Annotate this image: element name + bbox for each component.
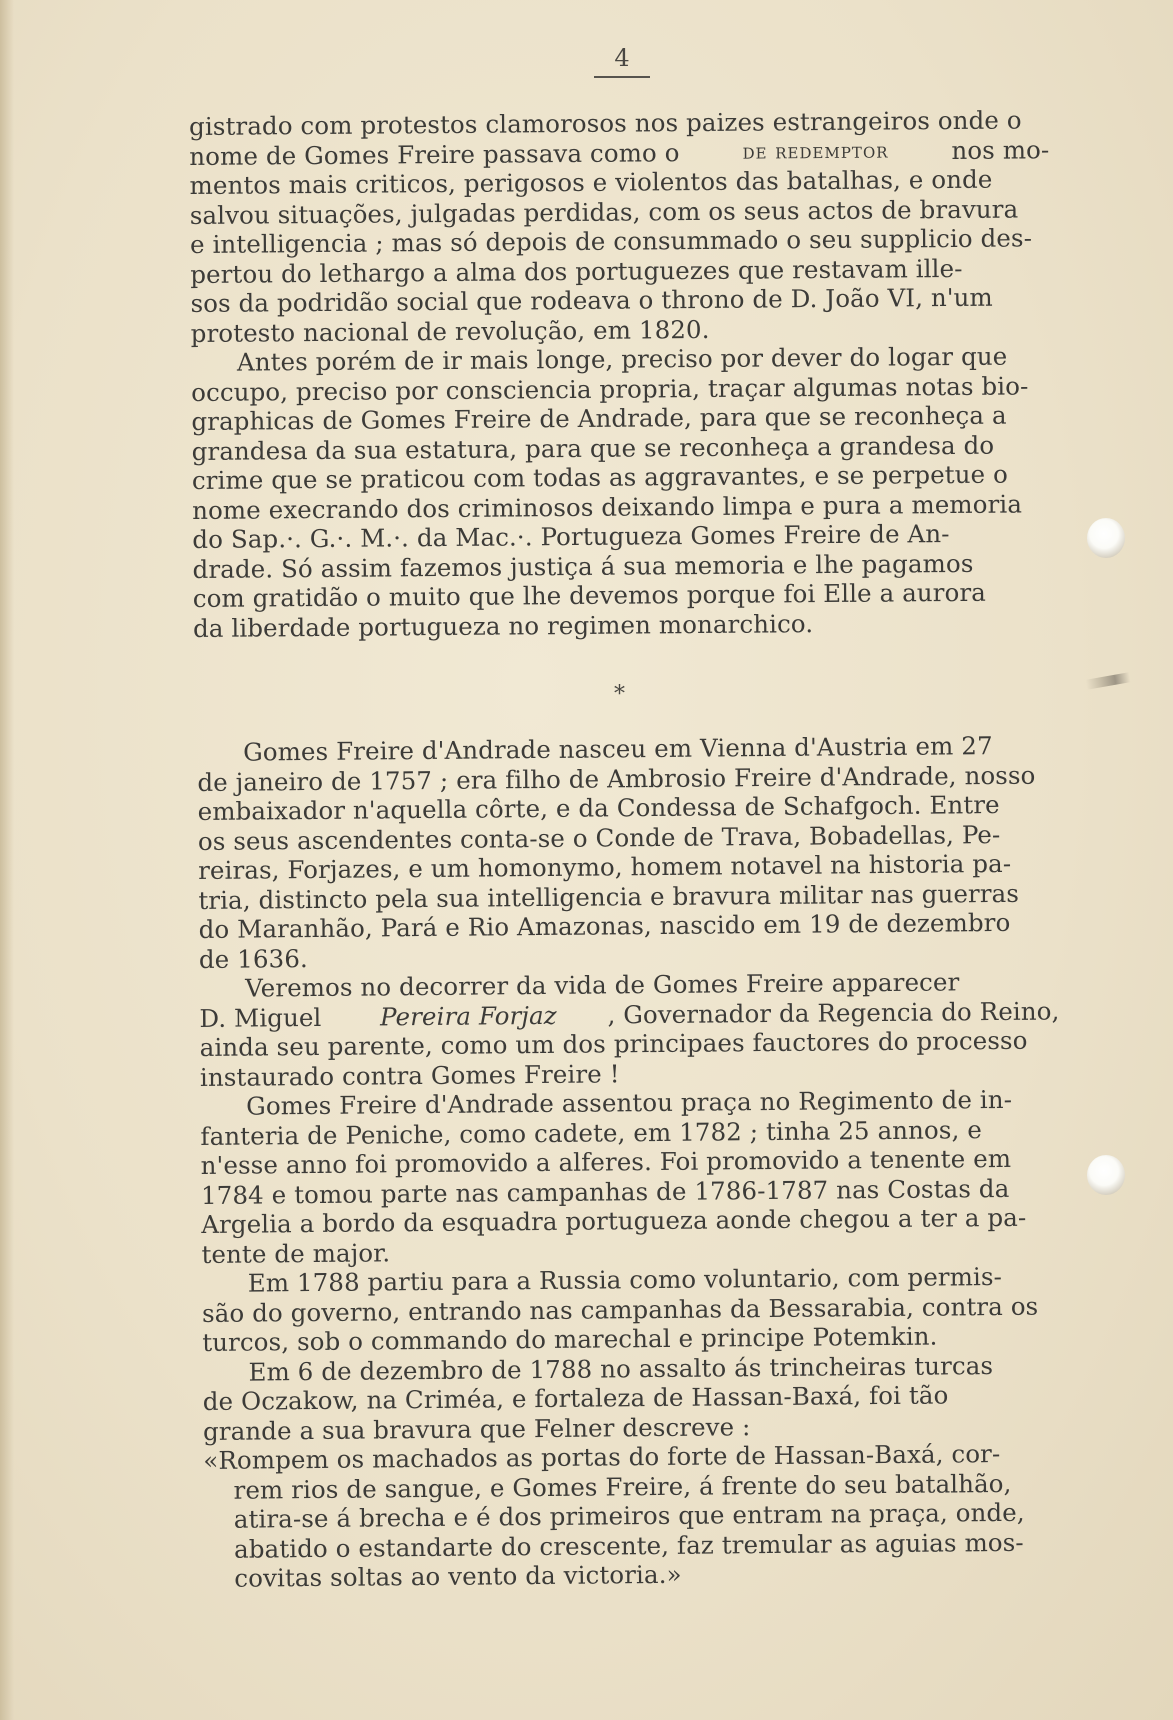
text-line: Antes porém de ir mais longe, preciso por dever do logar que — [236, 341, 1008, 377]
text-section-2 — [197, 730, 1064, 1593]
text-line: com gratidão o muito que lhe devemos porque foi Elle a aurora — [192, 577, 987, 613]
text-line: protesto nacional de revolução, em 1820. — [190, 314, 710, 348]
text-line: gistrado com protestos clamorosos nos paizes estrangeiros onde o — [189, 105, 1022, 141]
page-edge-shadow — [0, 0, 14, 1720]
text-line: Em 6 de dezembro de 1788 no assalto ás trincheiras turcas — [248, 1350, 994, 1387]
text-line: occupo, preciso por consciencia propria, traçar algumas notas bio- — [191, 370, 1029, 407]
text-line: crime que se praticou com todas as aggravantes, e se perpetue o — [191, 459, 1009, 495]
text-line: Gomes Freire d'Andrade assentou praça no Regimento de in- — [246, 1084, 1013, 1121]
quote-line: rem rios de sangue, e Gomes Freire, á frente do seu batalhão, — [233, 1468, 1012, 1505]
text-line: de janeiro de 1757 ; era filho de Ambrosio Freire d'Andrade, nosso — [197, 760, 1036, 797]
text-line: e intelligencia ; mas só depois de consummado o seu supplicio des- — [189, 223, 1033, 259]
text-line: grandesa da sua estatura, para que se reconheça a grandesa do — [191, 430, 995, 466]
quote-line: abatido o estandarte do crescente, faz tremular as aguias mos- — [233, 1527, 1024, 1564]
text-line: grande a sua bravura que Felner descreve : — [202, 1411, 751, 1446]
text-line: ainda seu parente, como um dos principaes fauctores do processo — [199, 1025, 1028, 1062]
section-separator: * — [614, 682, 625, 707]
small-caps-phrase: de redemptor — [742, 138, 889, 164]
text-fragment: , Governador da Regencia do Reino, — [607, 995, 1060, 1029]
text-line: da liberdade portugueza no regimen monarchico. — [192, 608, 814, 643]
text-line: Gomes Freire d'Andrade nasceu em Vienna d'Austria em 27 — [242, 731, 993, 767]
text-line: Veremos no decorrer da vida de Gomes Freire apparecer — [245, 967, 960, 1003]
text-line: são do governo, entrando nas campanhas da Bessarabia, contra os — [201, 1291, 1039, 1328]
text-line: mentos mais criticos, perigosos e violentos das batalhas, e onde — [189, 164, 993, 200]
page-number: 4 — [594, 44, 650, 78]
text-line: Argelia a bordo da esquadra portugueza aonde chegou a ter a pa- — [201, 1202, 1027, 1239]
text-line: do Sap.·. G.·. M.·. da Mac.·. Portugueza Gomes Freire de An- — [192, 519, 950, 554]
text-line: do Maranhão, Pará e Rio Amazonas, nascido em 19 de dezembro — [198, 907, 1011, 944]
text-line: Em 1788 partiu para a Russia como voluntario, com permis- — [247, 1261, 1003, 1298]
text-line: instaurado contra Gomes Freire ! — [199, 1058, 620, 1092]
text-line: fanteria de Peniche, como cadete, em 1782 ; tinha 25 annos, e — [200, 1114, 982, 1151]
text-line: reiras, Forjazes, e um homonymo, homem notavel na historia pa- — [198, 848, 1012, 885]
text-line: sos da podridão social que rodeava o throno de D. João VI, n'um — [190, 282, 993, 318]
quote-line: atira-se á brecha e é dos primeiros que entram na praça, onde, — [233, 1497, 1025, 1534]
block-quote — [203, 1438, 1064, 1593]
binding-hole — [1087, 1155, 1125, 1195]
text-line: pertou do lethargo a alma dos portuguezes que restavam ille- — [190, 253, 963, 289]
text-line: turcos, sob o commando do marechal e principe Potemkin. — [202, 1321, 938, 1357]
text-line: embaixador n'aquella côrte, e da Condessa de Schafgoch. Entre — [197, 789, 1000, 826]
text-line: salvou situações, julgadas perdidas, com os seus actos de bravura — [189, 193, 1019, 230]
text-line: graphicas de Gomes Freire de Andrade, para que se reconheça a — [191, 400, 1007, 436]
text-line: tria, distincto pela sua intelligencia e bravura militar nas guerras — [198, 878, 1020, 915]
text-line: n'esse anno foi promovido a alferes. Foi promovido a tenente em — [200, 1143, 1012, 1180]
text-line: nome execrando dos criminosos deixando limpa e pura a memoria — [192, 488, 1023, 525]
text-section-1 — [189, 105, 1053, 643]
text-line: drade. Só assim fazemos justiça á sua memoria e lhe pagamos — [192, 548, 974, 584]
italic-name: Pereira Forjaz — [379, 1000, 557, 1031]
text-line: 1784 e tomou parte nas campanhas de 1786-1787 nas Costas da — [200, 1173, 1010, 1210]
text-fragment: nome de Gomes Freire passava como o — [189, 137, 688, 171]
quote-line: «Rompem os machados as portas do forte de Hassan-Baxá, cor- — [203, 1439, 1001, 1475]
text-line: de 1636. — [198, 943, 308, 974]
quote-line: covitas soltas ao vento da victoria.» — [234, 1559, 682, 1593]
page-stain — [1085, 672, 1130, 689]
text-fragment: nos mo- — [943, 134, 1050, 165]
text-line: os seus ascendentes conta-se o Conde de Trava, Bobadellas, Pe- — [197, 819, 1001, 856]
text-line: de Oczakow, na Criméa, e fortaleza de Hassan-Baxá, foi tão — [202, 1380, 949, 1416]
binding-hole — [1087, 518, 1125, 558]
text-fragment: D. Miguel — [199, 1002, 330, 1033]
text-line: tente de major. — [201, 1237, 391, 1269]
